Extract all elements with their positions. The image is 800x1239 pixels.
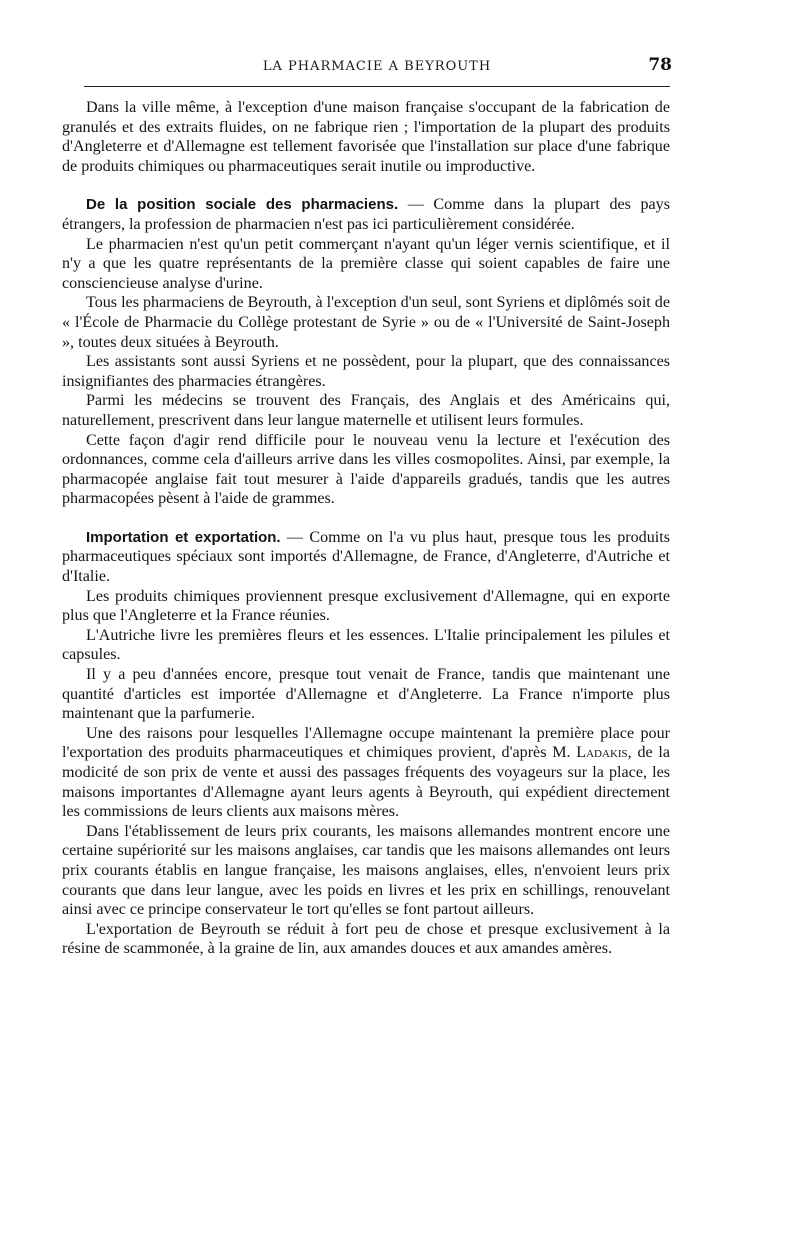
author-name: Ladakis bbox=[576, 744, 628, 762]
paragraph: Cette façon d'agir rend difficile pour le nouveau venu la lecture et l'exécution des ordonnances, comme cela d'ailleurs arrive dans les villes cosmopolites. Ainsi, par exemple, la pharmacopée anglaise fait tout mesurer à l'aide d'appareils gradués, tandis que les autres pharmacopées pèsent à l'aide de grammes. bbox=[62, 431, 670, 508]
paragraph: Les assistants sont aussi Syriens et ne possèdent, pour la plupart, que des connaissances insignifiantes des pharmacies étrangères. bbox=[62, 353, 670, 390]
section-text: — Comme dans la plupart des pays étrangers, la profession de pharmacien n'est pas ici particulièrement considérée. bbox=[62, 196, 670, 233]
running-header bbox=[86, 55, 672, 80]
paragraph: Dans l'établissement de leurs prix courants, les maisons allemandes montrent encore une certaine supériorité sur les maisons anglaises, car tandis que les maisons allemandes ont leurs prix courants établis en langue française, les maisons anglaises, elles, n'envoient leurs prix courants que dans leur langue, avec les poids en livres et les prix en schillings, renouvelant ainsi avec ce principe conservateur le tort qu'elles se font partout ailleurs. bbox=[62, 822, 670, 919]
section-paragraph-import-export bbox=[62, 528, 670, 587]
paragraph: Tous les pharmaciens de Beyrouth, à l'exception d'un seul, sont Syriens et diplômés soit de « l'École de Pharmacie du Collège protestant de Syrie » ou de « l'Université de Saint-Joseph », toutes deux situées à Beyrouth. bbox=[62, 294, 670, 351]
section-text: — Comme on l'a vu plus haut, presque tous les produits pharmaceutiques spéciaux sont importés d'Allemagne, de France, d'Angleterre, d'Autriche et d'Italie. bbox=[62, 528, 670, 586]
paragraph bbox=[62, 724, 670, 822]
running-title: LA PHARMACIE A BEYROUTH bbox=[262, 59, 492, 74]
paragraph: Le pharmacien n'est qu'un petit commerçant n'ayant qu'un léger vernis scientifique, et il n'y a que les quatre représentants de la première classe qui soient capables de faire une consciencieuse analyse d'urine. bbox=[62, 235, 670, 292]
section-heading: Importation et exportation. bbox=[86, 528, 281, 546]
body-text bbox=[62, 98, 670, 959]
paragraph: Parmi les médecins se trouvent des Français, des Anglais et des Américains qui, naturellement, prescrivent dans leur langue maternelle et utilisent leurs formules. bbox=[62, 392, 670, 429]
paragraph: Il y a peu d'années encore, presque tout venait de France, tandis que maintenant une quantité d'articles est importée d'Allemagne et d'Angleterre. La France n'importe plus maintenant que la parfumerie. bbox=[62, 666, 670, 723]
header-rule bbox=[84, 86, 670, 87]
section-paragraph-social-position bbox=[62, 195, 670, 234]
paragraph: Dans la ville même, à l'exception d'une maison française s'occupant de la fabrication de granulés et des extraits fluides, on ne fabrique rien ; l'importation de la plupart des produits d'Angleterre et d'Allemagne est tellement favorisée que l'installation sur place d'une fabrique de produits chimiques ou pharmaceutiques serait inutile ou improductive. bbox=[62, 99, 670, 175]
paragraph: Les produits chimiques proviennent presque exclusivement d'Allemagne, qui en exporte plus que l'Angleterre et la France réunies. bbox=[62, 587, 670, 625]
text-run: , de la modicité de son prix de vente et aussi des passages fréquents des voyageurs sur la place, les maisons importantes d'Allemagne ayant leurs agents à Beyrouth, qui expédient directement les commissions de leurs clients aux maisons mères. bbox=[62, 744, 670, 821]
paragraph: L'exportation de Beyrouth se réduit à fort peu de chose et presque exclusivement à la résine de scammonée, à la graine de lin, aux amandes douces et aux amandes amères. bbox=[62, 920, 670, 958]
section-heading: De la position sociale des pharmaciens. bbox=[86, 196, 399, 214]
paragraph: L'Autriche livre les premières fleurs et les essences. L'Italie principalement les pilules et capsules. bbox=[62, 626, 670, 664]
text-run: Une des raisons pour lesquelles l'Allemagne occupe maintenant la première place pour l'exportation des produits pharmaceutiques et chimiques provient, d'après M. bbox=[62, 724, 670, 762]
page-number: 78 bbox=[648, 55, 672, 75]
